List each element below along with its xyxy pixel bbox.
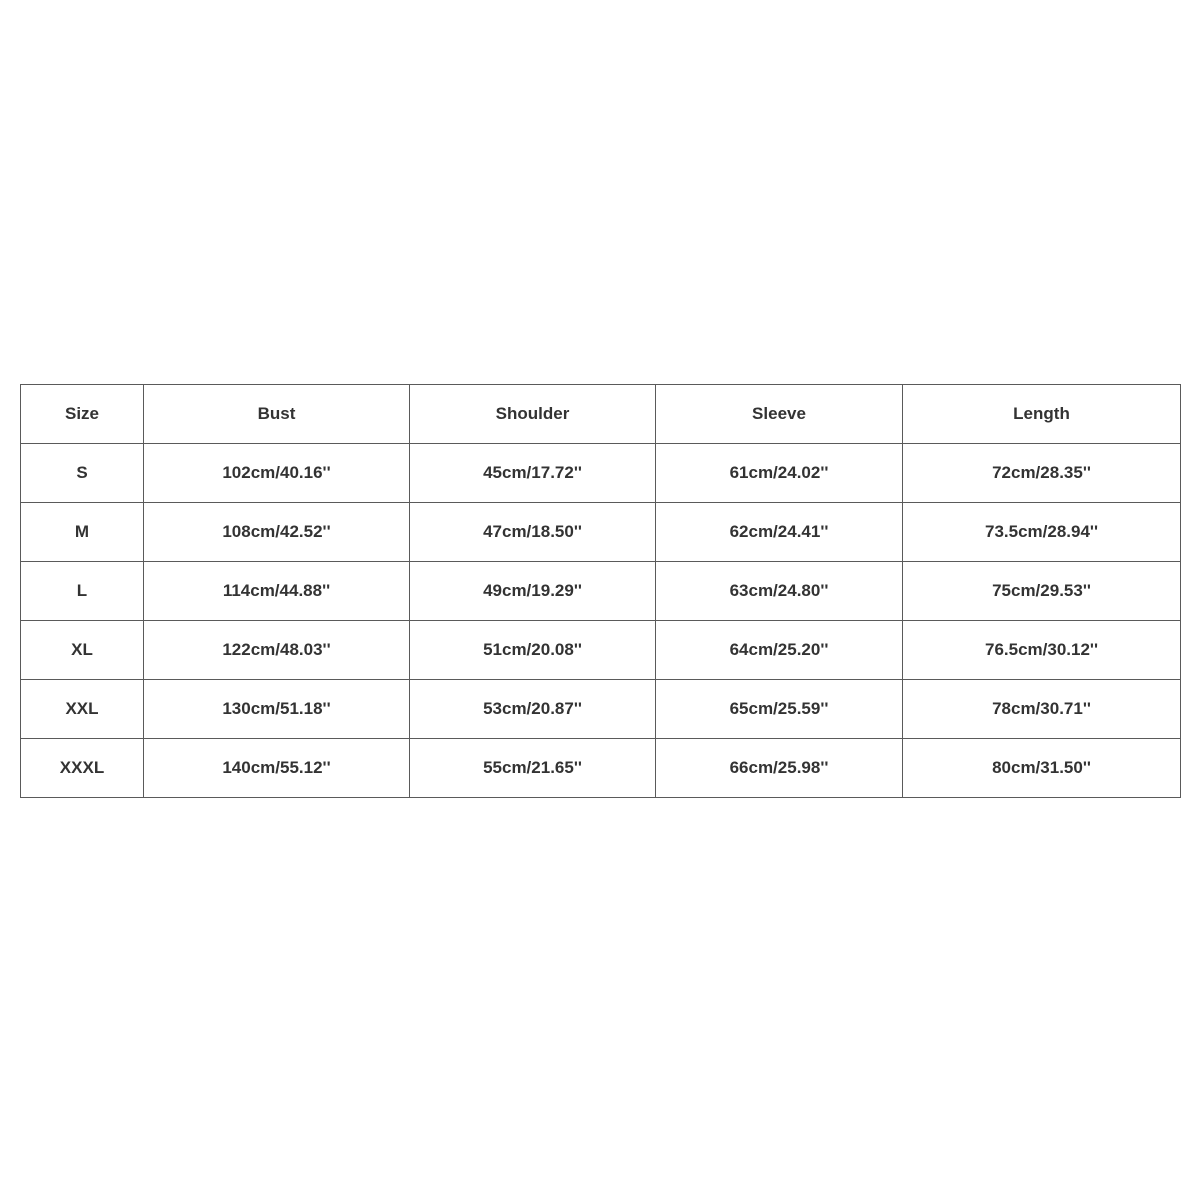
cell-length: 73.5cm/28.94'' [903,503,1181,562]
header-length: Length [903,385,1181,444]
cell-length: 80cm/31.50'' [903,739,1181,798]
cell-bust: 102cm/40.16'' [144,444,410,503]
header-shoulder: Shoulder [410,385,656,444]
cell-shoulder: 51cm/20.08'' [410,621,656,680]
header-row [21,385,1181,444]
header-bust: Bust [144,385,410,444]
cell-size: L [21,562,144,621]
cell-sleeve: 65cm/25.59'' [656,680,903,739]
table-row [21,503,1181,562]
cell-size: S [21,444,144,503]
cell-shoulder: 53cm/20.87'' [410,680,656,739]
table-row [21,621,1181,680]
cell-size: XXXL [21,739,144,798]
cell-length: 75cm/29.53'' [903,562,1181,621]
cell-sleeve: 62cm/24.41'' [656,503,903,562]
cell-bust: 122cm/48.03'' [144,621,410,680]
header-size: Size [21,385,144,444]
header-sleeve: Sleeve [656,385,903,444]
cell-shoulder: 55cm/21.65'' [410,739,656,798]
cell-sleeve: 64cm/25.20'' [656,621,903,680]
cell-shoulder: 47cm/18.50'' [410,503,656,562]
table-row [21,562,1181,621]
cell-bust: 140cm/55.12'' [144,739,410,798]
table-row [21,680,1181,739]
cell-length: 72cm/28.35'' [903,444,1181,503]
cell-shoulder: 45cm/17.72'' [410,444,656,503]
cell-sleeve: 63cm/24.80'' [656,562,903,621]
cell-bust: 108cm/42.52'' [144,503,410,562]
cell-bust: 130cm/51.18'' [144,680,410,739]
table-row [21,444,1181,503]
cell-size: XL [21,621,144,680]
cell-sleeve: 66cm/25.98'' [656,739,903,798]
cell-length: 76.5cm/30.12'' [903,621,1181,680]
size-chart-table [20,384,1181,798]
cell-size: XXL [21,680,144,739]
cell-shoulder: 49cm/19.29'' [410,562,656,621]
cell-size: M [21,503,144,562]
cell-length: 78cm/30.71'' [903,680,1181,739]
cell-sleeve: 61cm/24.02'' [656,444,903,503]
cell-bust: 114cm/44.88'' [144,562,410,621]
table-row [21,739,1181,798]
